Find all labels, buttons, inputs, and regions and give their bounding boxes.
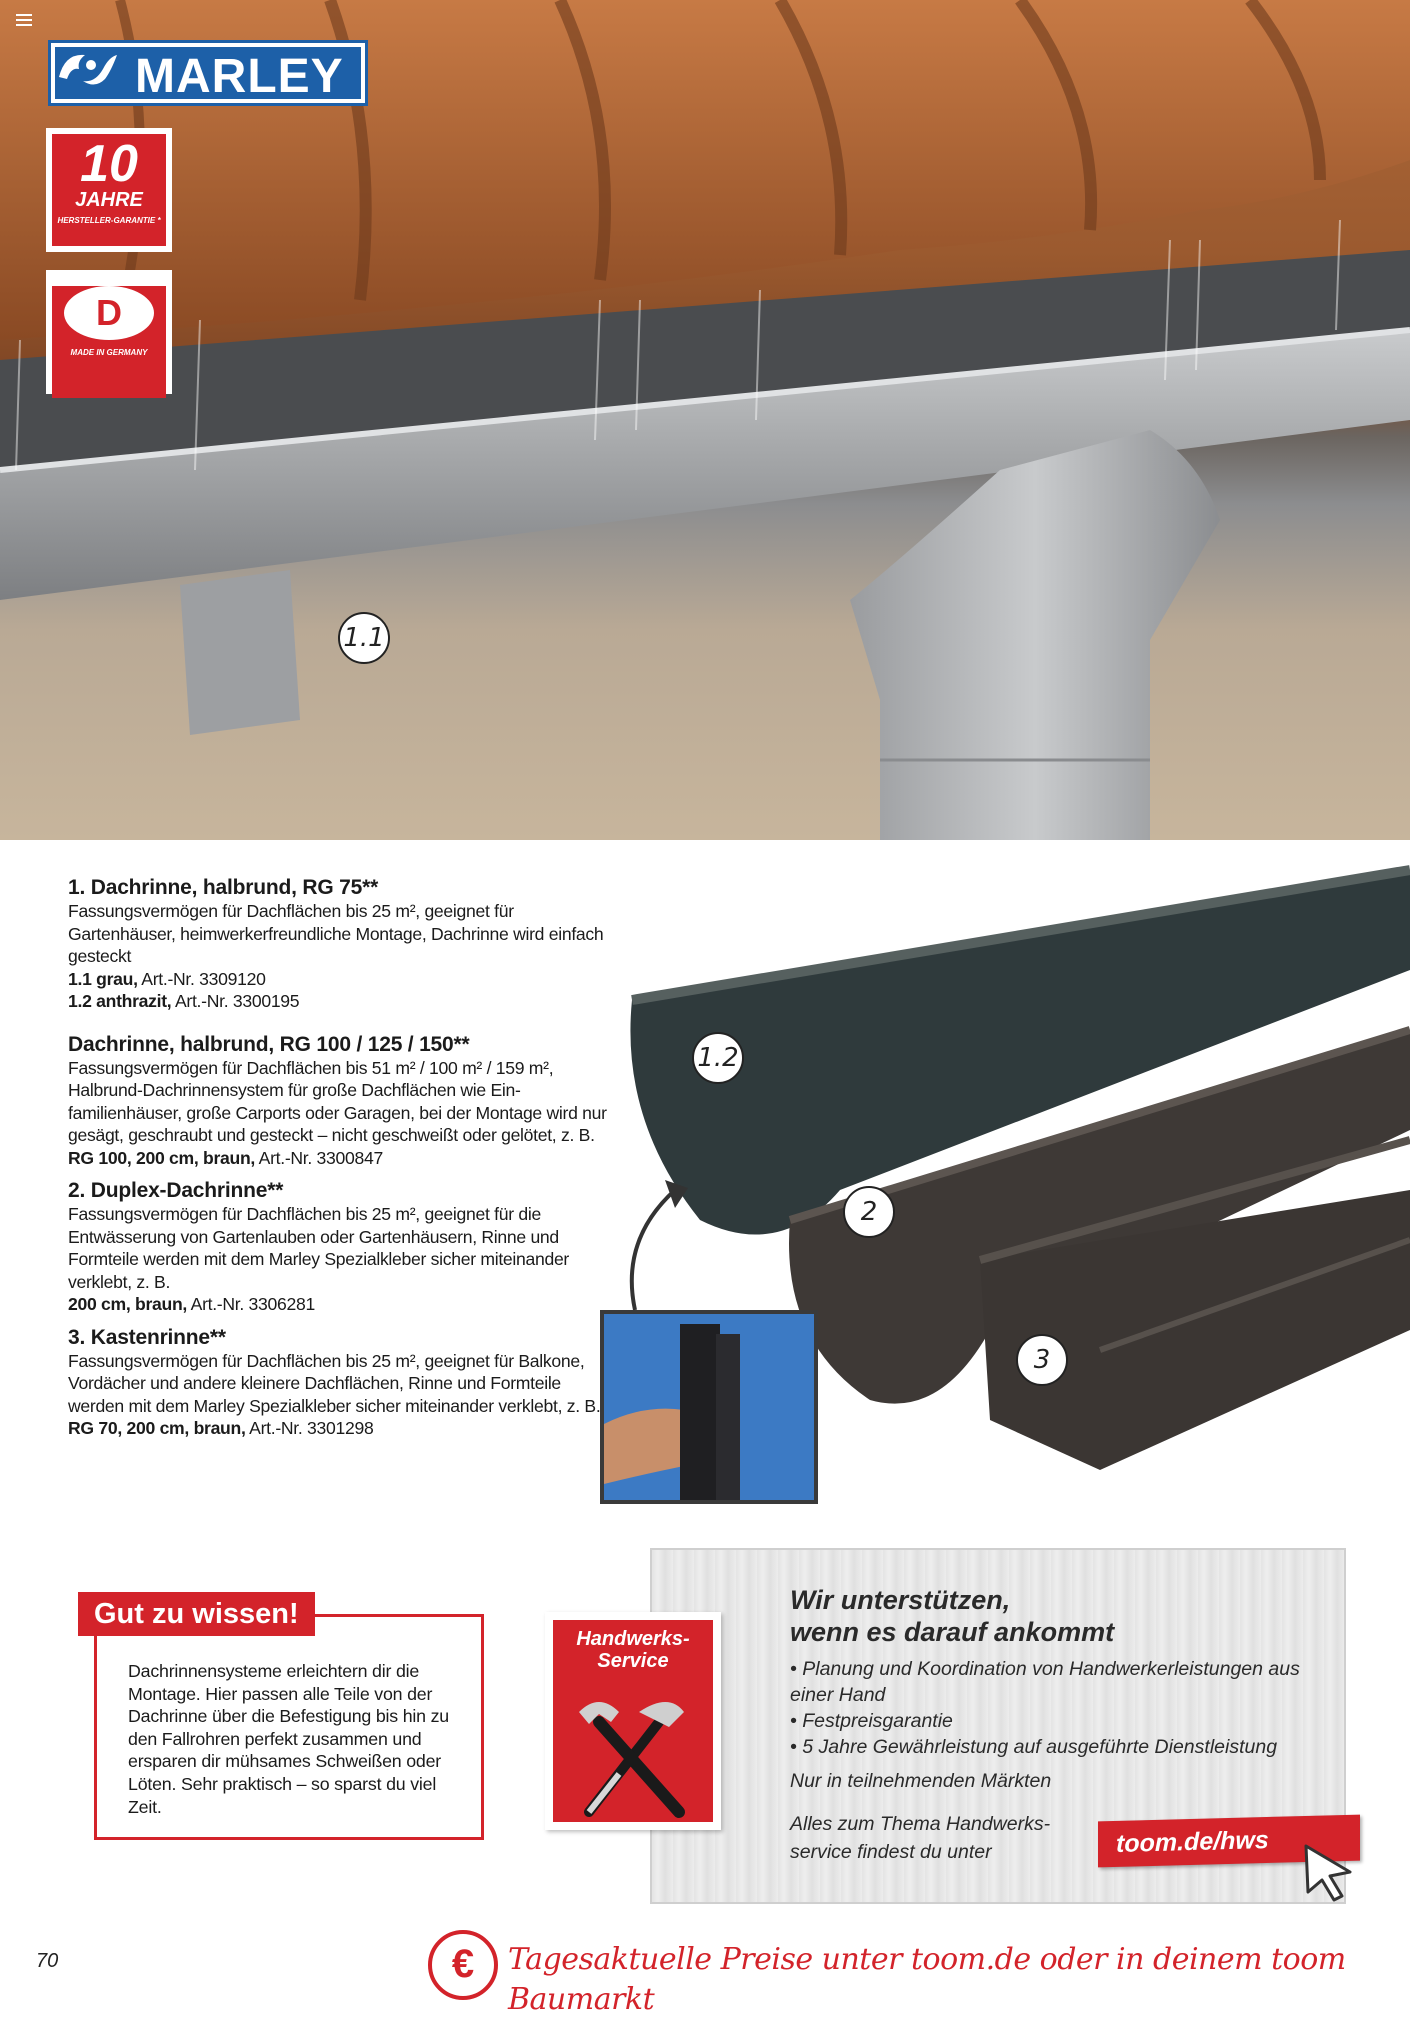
list-item: • Planung und Koordination von Handwerkerleistungen aus einer Hand [790, 1658, 1300, 1706]
hero-image [0, 0, 1410, 840]
product-descriptions [68, 876, 608, 1450]
made-in-label: MADE IN GERMANY [70, 348, 148, 357]
product-title: Dachrinne, halbrund, RG 100 / 125 / 150** [68, 1032, 470, 1056]
made-in-germany-badge [46, 270, 172, 394]
craftsman-service-badge [545, 1612, 721, 1830]
inset-photo-hand-gutter [600, 1310, 818, 1504]
service-benefits-list [790, 1656, 1330, 1760]
product-1 [68, 876, 608, 1013]
service-heading: Wir unterstützen, wenn es darauf ankommt [790, 1585, 1115, 1647]
product-desc: Fassungsvermögen für Dachflächen bis 25 m², geeignet für die Entwässerung von Gartenlauben oder Gartenhäusern, Rinne und Formteile werden mit dem Marley Spezialkleber sicher miteinander verklebt, z. B. [68, 1204, 569, 1292]
product-desc: Fassungsvermögen für Dachflächen bis 25 m², geeignet für Gartenhäuser, heimwerkerfreundliche Montage, Dachrinne wird einfach gesteckt [68, 901, 604, 966]
country-code: D [64, 286, 154, 340]
good-to-know-box [94, 1598, 484, 1840]
list-item: • 5 Jahre Gewährleistung auf ausgeführte Dienstleistung [790, 1736, 1278, 1758]
list-item: • Festpreisgarantie [790, 1710, 953, 1732]
product-2 [68, 1179, 608, 1316]
hammer-wrench-icon [559, 1682, 707, 1822]
service-note: Nur in teilnehmenden Märkten [790, 1770, 1052, 1792]
page-number: 70 [36, 1950, 59, 1972]
good-to-know-title: Gut zu wissen! [78, 1592, 315, 1636]
marker-1-1: 1.1 [338, 612, 390, 664]
marker-2: 2 [843, 1186, 895, 1238]
brand-name: MARLEY [135, 50, 344, 103]
product-desc: Fassungsvermögen für Dachflächen bis 51 m² / 100 m² / 159 m², Halbrund-Dachrinnensystem für große Dachflächen wie Ein-familienhäuser, große Carports oder Garagen, bei der Montage wird nur gesägt, geschraubt und gesteckt – nicht geschweißt oder gelötet, z. B. [68, 1057, 607, 1145]
marker-1-2: 1.2 [692, 1032, 744, 1084]
warranty-years: 10 [80, 135, 138, 193]
product-spec: 200 cm, braun, Art.-Nr. 3306281 [68, 1294, 315, 1314]
cursor-pointer-icon [1302, 1842, 1356, 1902]
service-link[interactable]: toom.de/hws [1098, 1815, 1360, 1868]
product-1b [68, 1033, 608, 1170]
marker-3: 3 [1016, 1334, 1068, 1386]
footer-slogan: Tagesaktuelle Preise unter toom.de oder in deinem toom Baumarkt [508, 1942, 1346, 2017]
product-title: 3. Kastenrinne** [68, 1325, 226, 1349]
product-title: 1. Dachrinne, halbrund, RG 75** [68, 876, 379, 899]
product-title: 2. Duplex-Dachrinne** [68, 1179, 284, 1202]
euro-icon: € [428, 1930, 498, 2000]
good-to-know-text: Dachrinnensysteme erleichtern dir die Montage. Hier passen alle Teile von der Dachrinne über die Befestigung bis hin zu den Fallrohren perfekt zusammen und ersparen dir mühsames Schweißen oder Löten. Sehr praktisch – so sparst du viel Zeit. [128, 1661, 449, 1817]
product-spec: 1.2 anthrazit, Art.-Nr. 3300195 [68, 991, 300, 1011]
product-spec: RG 70, 200 cm, braun, Art.-Nr. 3301298 [68, 1418, 374, 1438]
roof-gutter-illustration [0, 0, 1410, 840]
service-badge-label: Handwerks-Service [576, 1628, 690, 1672]
warranty-badge [46, 128, 172, 252]
product-spec: RG 100, 200 cm, braun, Art.-Nr. 3300847 [68, 1147, 383, 1168]
marley-swirl-icon [55, 47, 119, 89]
warranty-word: JAHRE [75, 189, 143, 211]
warranty-small: HERSTELLER-GARANTIE * [57, 216, 161, 225]
product-desc: Fassungsvermögen für Dachflächen bis 25 m², geeignet für Balkone, Vordächer und andere kleinere Dachflächen, Rinne und Formteile werden mit dem Marley Spezialkleber sicher miteinander verklebt, z. B. [68, 1350, 601, 1416]
product-spec: 1.1 grau, Art.-Nr. 3309120 [68, 968, 266, 989]
menu-icon[interactable] [16, 14, 32, 28]
service-more-text: Alles zum Thema Handwerks-service findest du unter [790, 1813, 1051, 1863]
product-3 [68, 1326, 608, 1440]
marley-logo [48, 40, 368, 106]
